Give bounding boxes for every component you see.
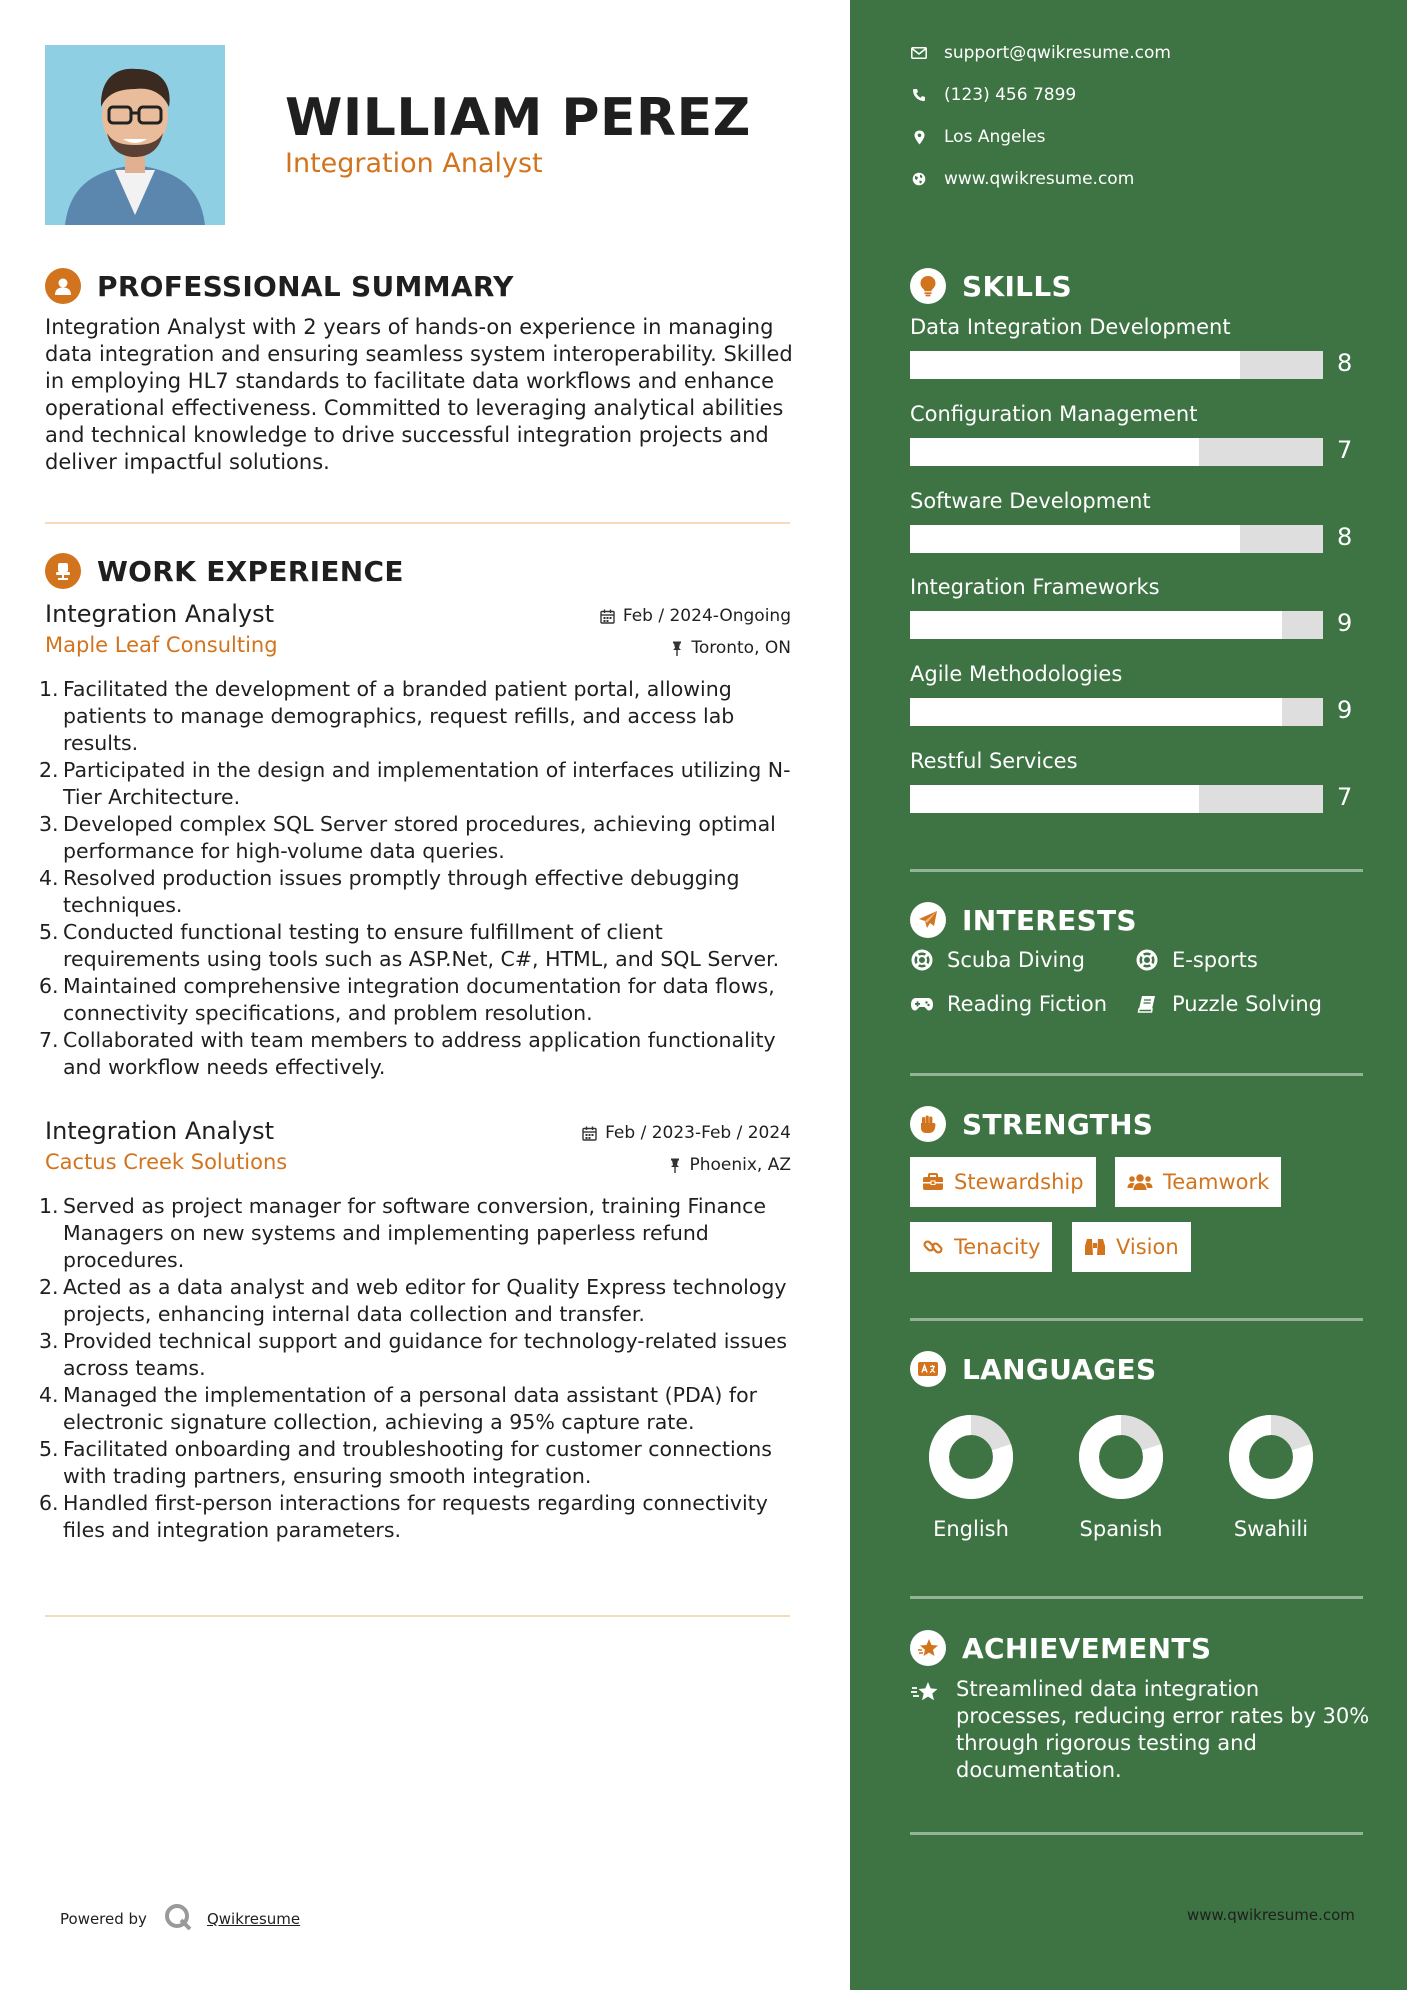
skill-value: 8 bbox=[1337, 349, 1353, 377]
section-divider bbox=[910, 1832, 1363, 1835]
skill-bar bbox=[910, 351, 1323, 379]
job-date-text: Feb / 2024-Ongoing bbox=[622, 606, 791, 626]
skill-name: Configuration Management bbox=[910, 402, 1198, 426]
skill-bar-fill bbox=[910, 351, 1240, 379]
section-divider bbox=[910, 869, 1363, 872]
interest-label: E-sports bbox=[1172, 948, 1258, 972]
profile-photo bbox=[45, 45, 225, 225]
candidate-title: Integration Analyst bbox=[285, 148, 543, 179]
footer-powered-by bbox=[60, 1902, 300, 1936]
job-date bbox=[582, 1123, 791, 1143]
job-title: Integration Analyst bbox=[45, 1117, 274, 1145]
summary-header bbox=[45, 268, 514, 304]
contact-email[interactable] bbox=[910, 43, 1171, 63]
skill-bar bbox=[910, 525, 1323, 553]
job-location bbox=[669, 1155, 791, 1175]
strength-label: Stewardship bbox=[954, 1170, 1084, 1194]
language-level-ring bbox=[929, 1415, 1013, 1499]
job-location-text: Phoenix, AZ bbox=[689, 1155, 791, 1175]
language-level-ring bbox=[1229, 1415, 1313, 1499]
section-divider bbox=[45, 1615, 790, 1617]
chair-icon bbox=[45, 553, 81, 589]
list-item: 2. Acted as a data analyst and web editor for Quality Express technology projects, enhancing internal data collection and transfer. bbox=[39, 1275, 787, 1326]
skill-bar bbox=[910, 438, 1323, 466]
interest-label: Puzzle Solving bbox=[1172, 992, 1322, 1016]
language-name: Spanish bbox=[1079, 1517, 1163, 1541]
skills-heading: SKILLS bbox=[962, 269, 1072, 303]
interests-header bbox=[910, 902, 1137, 938]
section-divider bbox=[910, 1596, 1363, 1599]
language-icon bbox=[910, 1351, 946, 1387]
fist-icon bbox=[910, 1106, 946, 1142]
contact-phone-text: (123) 456 7899 bbox=[944, 85, 1077, 105]
lightbulb-icon bbox=[910, 268, 946, 304]
skill-name: Restful Services bbox=[910, 749, 1078, 773]
contact-location bbox=[910, 127, 1046, 147]
section-divider bbox=[45, 522, 790, 524]
star-badge-icon bbox=[910, 1630, 946, 1666]
skill-bar-fill bbox=[910, 611, 1282, 639]
contact-location-text: Los Angeles bbox=[944, 127, 1046, 147]
job-entry bbox=[39, 1117, 791, 1544]
job-bullets bbox=[39, 676, 791, 1081]
paper-plane-icon bbox=[910, 902, 946, 938]
strength-tag bbox=[910, 1222, 1052, 1272]
strengths-heading: STRENGTHS bbox=[962, 1107, 1154, 1141]
job-location-text: Toronto, ON bbox=[691, 638, 791, 658]
lifebuoy-icon bbox=[910, 949, 934, 971]
interest-label: Scuba Diving bbox=[947, 948, 1085, 972]
contact-phone[interactable] bbox=[910, 85, 1076, 105]
pin-icon bbox=[669, 1158, 681, 1173]
skill-bar-fill bbox=[910, 525, 1240, 553]
skill-item bbox=[910, 749, 1370, 811]
contact-website-text: www.qwikresume.com bbox=[944, 169, 1135, 189]
users-icon bbox=[1127, 1173, 1153, 1191]
skill-name: Software Development bbox=[910, 489, 1151, 513]
pin-icon bbox=[671, 641, 683, 656]
skills-header bbox=[910, 268, 1072, 304]
skill-bar bbox=[910, 698, 1323, 726]
strength-tag bbox=[1115, 1157, 1281, 1207]
gamepad-icon bbox=[910, 996, 934, 1012]
job-company: Maple Leaf Consulting bbox=[45, 633, 278, 657]
map-marker-icon bbox=[910, 130, 928, 145]
language-item bbox=[1061, 1415, 1181, 1541]
footer-site-link[interactable]: www.qwikresume.com bbox=[1187, 1906, 1355, 1924]
job-company: Cactus Creek Solutions bbox=[45, 1150, 288, 1174]
briefcase-icon bbox=[922, 1173, 944, 1191]
skill-item bbox=[910, 575, 1370, 637]
strengths-header bbox=[910, 1106, 1153, 1142]
job-entry bbox=[39, 600, 791, 1081]
skill-bar-fill bbox=[910, 698, 1282, 726]
list-item: 2. Participated in the design and implementation of interfaces utilizing N-Tier Architecture. bbox=[39, 758, 791, 809]
phone-icon bbox=[910, 88, 928, 102]
list-item: 7. Collaborated with team members to address application functionality and workflow needs effectively. bbox=[39, 1028, 776, 1079]
strength-label: Vision bbox=[1116, 1235, 1179, 1259]
sidebar bbox=[850, 0, 1407, 1990]
skill-name: Data Integration Development bbox=[910, 315, 1231, 339]
list-item: 4. Managed the implementation of a personal data assistant (PDA) for electronic signature collection, achieving a 95% capture rate. bbox=[39, 1383, 758, 1434]
skill-bar bbox=[910, 611, 1323, 639]
interests-heading: INTERESTS bbox=[962, 903, 1137, 937]
section-divider bbox=[910, 1318, 1363, 1321]
candidate-name: WILLIAM PEREZ bbox=[285, 88, 751, 148]
interest-item bbox=[910, 992, 1107, 1016]
language-item bbox=[1211, 1415, 1331, 1541]
binoculars-icon bbox=[1084, 1237, 1106, 1257]
skill-value: 9 bbox=[1337, 696, 1353, 724]
language-item bbox=[911, 1415, 1031, 1541]
list-item: 5. Conducted functional testing to ensure fulfillment of client requirements using tools such as ASP.Net, C#, HTML, and SQL Server. bbox=[39, 920, 780, 971]
skill-item bbox=[910, 402, 1370, 464]
language-name: English bbox=[933, 1517, 1009, 1541]
globe-icon bbox=[910, 172, 928, 186]
list-item: 5. Facilitated onboarding and troubleshooting for customer connections with trading partners, ensuring smooth integration. bbox=[39, 1437, 772, 1488]
skill-name: Integration Frameworks bbox=[910, 575, 1160, 599]
skill-item bbox=[910, 315, 1370, 377]
skill-value: 7 bbox=[1337, 783, 1353, 811]
job-title: Integration Analyst bbox=[45, 600, 274, 628]
summary-text: Integration Analyst with 2 years of hands-on experience in managing data integration and ensuring seamless system interoperability. Skilled in employing HL7 standards to facilitate data workflows and enhance operational effectiveness. Committed to leveraging analytical abilities and technical knowledge to drive successful integration projects and deliver impactful solutions. bbox=[45, 315, 793, 474]
languages-header bbox=[910, 1351, 1156, 1387]
contact-website[interactable] bbox=[910, 169, 1134, 189]
languages-heading: LANGUAGES bbox=[962, 1352, 1157, 1386]
strength-label: Tenacity bbox=[954, 1235, 1041, 1259]
calendar-icon bbox=[582, 1126, 597, 1141]
language-name: Swahili bbox=[1233, 1517, 1309, 1541]
interest-item bbox=[1135, 992, 1322, 1016]
achievements-heading: ACHIEVEMENTS bbox=[962, 1631, 1212, 1665]
interest-label: Reading Fiction bbox=[947, 992, 1108, 1016]
user-icon bbox=[45, 268, 81, 304]
summary-heading: PROFESSIONAL SUMMARY bbox=[97, 269, 514, 303]
skill-value: 8 bbox=[1337, 523, 1353, 551]
skill-value: 9 bbox=[1337, 609, 1353, 637]
envelope-icon bbox=[910, 47, 928, 59]
list-item: 1. Served as project manager for software conversion, training Finance Managers on new systems and implementing paperless refund procedures. bbox=[39, 1194, 766, 1272]
contact-email-text: support@qwikresume.com bbox=[944, 43, 1171, 63]
skill-value: 7 bbox=[1337, 436, 1353, 464]
qwikresume-logo-icon bbox=[163, 1902, 193, 1936]
powered-by-label: Powered by bbox=[60, 1910, 147, 1928]
interest-item bbox=[1135, 948, 1258, 972]
calendar-icon bbox=[600, 609, 615, 624]
language-level-ring bbox=[1079, 1415, 1163, 1499]
skill-name: Agile Methodologies bbox=[910, 662, 1123, 686]
skill-bar bbox=[910, 785, 1323, 813]
achievement-text: Streamlined data integration processes, reducing error rates by 30% through rigorous testing and documentation. bbox=[956, 1677, 1370, 1782]
achievement-item bbox=[910, 1676, 1370, 1784]
star-icon bbox=[910, 1676, 940, 1784]
list-item: 6. Handled first-person interactions for requests regarding connectivity files and integration parameters. bbox=[39, 1491, 768, 1542]
lifebuoy-icon bbox=[1135, 949, 1159, 971]
skill-bar-fill bbox=[910, 785, 1199, 813]
achievements-header bbox=[910, 1630, 1211, 1666]
strength-tag bbox=[1072, 1222, 1191, 1272]
list-item: 3. Developed complex SQL Server stored procedures, achieving optimal performance for high-volume data queries. bbox=[39, 812, 776, 863]
skill-bar-fill bbox=[910, 438, 1199, 466]
section-divider bbox=[910, 1073, 1363, 1076]
job-date bbox=[600, 606, 791, 626]
experience-header bbox=[45, 553, 404, 589]
qwikresume-link[interactable]: Qwikresume bbox=[206, 1910, 301, 1928]
list-item: 3. Provided technical support and guidance for technology-related issues across teams. bbox=[39, 1329, 788, 1380]
interest-item bbox=[910, 948, 1085, 972]
link-icon bbox=[922, 1236, 944, 1258]
strength-label: Teamwork bbox=[1163, 1170, 1270, 1194]
strength-tag bbox=[910, 1157, 1096, 1207]
job-date-text: Feb / 2023-Feb / 2024 bbox=[605, 1123, 791, 1143]
skill-item bbox=[910, 489, 1370, 551]
experience-heading: WORK EXPERIENCE bbox=[97, 554, 404, 588]
book-icon bbox=[1135, 994, 1159, 1014]
list-item: 6. Maintained comprehensive integration documentation for data flows, connectivity specifications, and problem resolution. bbox=[39, 974, 775, 1025]
job-location bbox=[671, 638, 791, 658]
list-item: 4. Resolved production issues promptly through effective debugging techniques. bbox=[39, 866, 740, 917]
skill-item bbox=[910, 662, 1370, 724]
job-bullets bbox=[39, 1193, 791, 1544]
list-item: 1. Facilitated the development of a branded patient portal, allowing patients to manage demographics, request refills, and access lab results. bbox=[39, 677, 735, 755]
